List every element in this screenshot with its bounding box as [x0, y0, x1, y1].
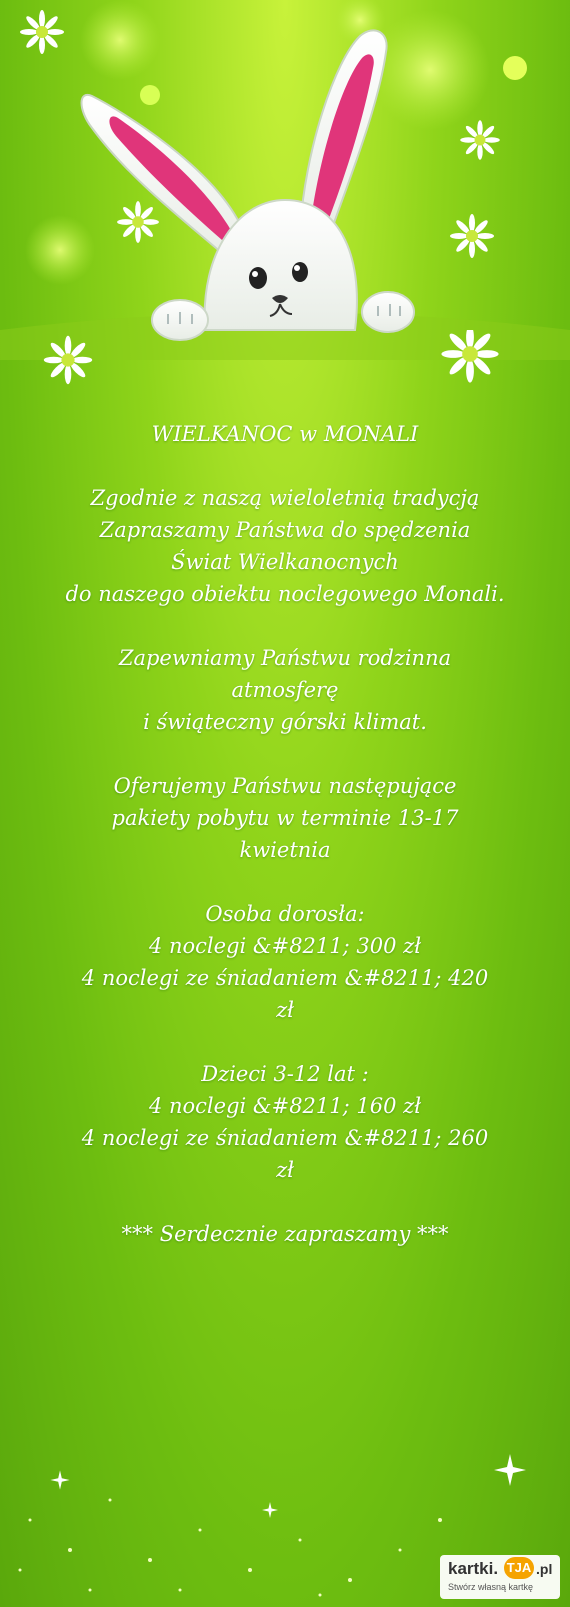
easter-bunny-illustration — [0, 0, 570, 360]
message-line: Zapraszamy Państwa do spędzenia — [99, 518, 471, 542]
kartki-logo[interactable] — [440, 1555, 560, 1599]
message-line: 4 noclegi ze śniadaniem &#8211; 420 — [81, 966, 489, 990]
logo-word: kartki. — [448, 1559, 499, 1578]
logo-tld: .pl — [536, 1561, 553, 1577]
message-line: Osoba dorosła: — [205, 902, 365, 926]
daisy-icon — [460, 120, 500, 160]
message-line: i świąteczny górski klimat. — [143, 710, 427, 734]
logo-tagline: Stwórz własną kartkę — [448, 1582, 534, 1592]
sparkle-star-icon — [262, 1502, 278, 1518]
left-ear — [82, 95, 246, 260]
message-line: zł — [276, 1158, 294, 1182]
greeting-message — [20, 418, 550, 1250]
message-paragraph-3 — [20, 770, 550, 866]
message-line: 4 noclegi &#8211; 160 zł — [148, 1094, 422, 1118]
message-paragraph-5 — [20, 1058, 550, 1186]
daisy-icon — [117, 201, 159, 243]
message-line: kwietnia — [239, 838, 331, 862]
daisy-icon — [450, 214, 494, 258]
message-line: Oferujemy Państwu następujące — [113, 774, 457, 798]
sparkle-star-icon — [50, 1470, 69, 1489]
message-line: zł — [276, 998, 294, 1022]
message-paragraph-1 — [20, 482, 550, 610]
message-line: Zapewniamy Państwu rodzinna — [118, 646, 452, 670]
message-line: atmosferę — [231, 678, 339, 702]
daisy-icon — [441, 330, 498, 383]
message-line: Dzieci 3-12 lat : — [201, 1062, 369, 1086]
message-line: 4 noclegi &#8211; 300 zł — [148, 934, 422, 958]
message-line: 4 noclegi ze śniadaniem &#8211; 260 — [81, 1126, 489, 1150]
logo-badge: TJA — [504, 1557, 534, 1579]
message-line: do naszego obiektu noclegowego Monali. — [65, 582, 505, 606]
daisy-row — [0, 330, 570, 420]
message-paragraph-2 — [20, 642, 550, 738]
message-closing: *** Serdecznie zapraszamy *** — [121, 1222, 449, 1246]
message-line: Świat Wielkanocnych — [171, 550, 399, 574]
message-line: pakiety pobytu w terminie 13-17 — [111, 806, 459, 830]
sparkle-star-icon — [494, 1454, 526, 1486]
daisy-icon — [44, 336, 92, 384]
message-line: Zgodnie z naszą wieloletnią tradycją — [90, 486, 480, 510]
message-paragraph-4 — [20, 898, 550, 1026]
daisy-icon — [20, 10, 64, 54]
message-title: WIELKANOC w MONALI — [151, 422, 419, 446]
